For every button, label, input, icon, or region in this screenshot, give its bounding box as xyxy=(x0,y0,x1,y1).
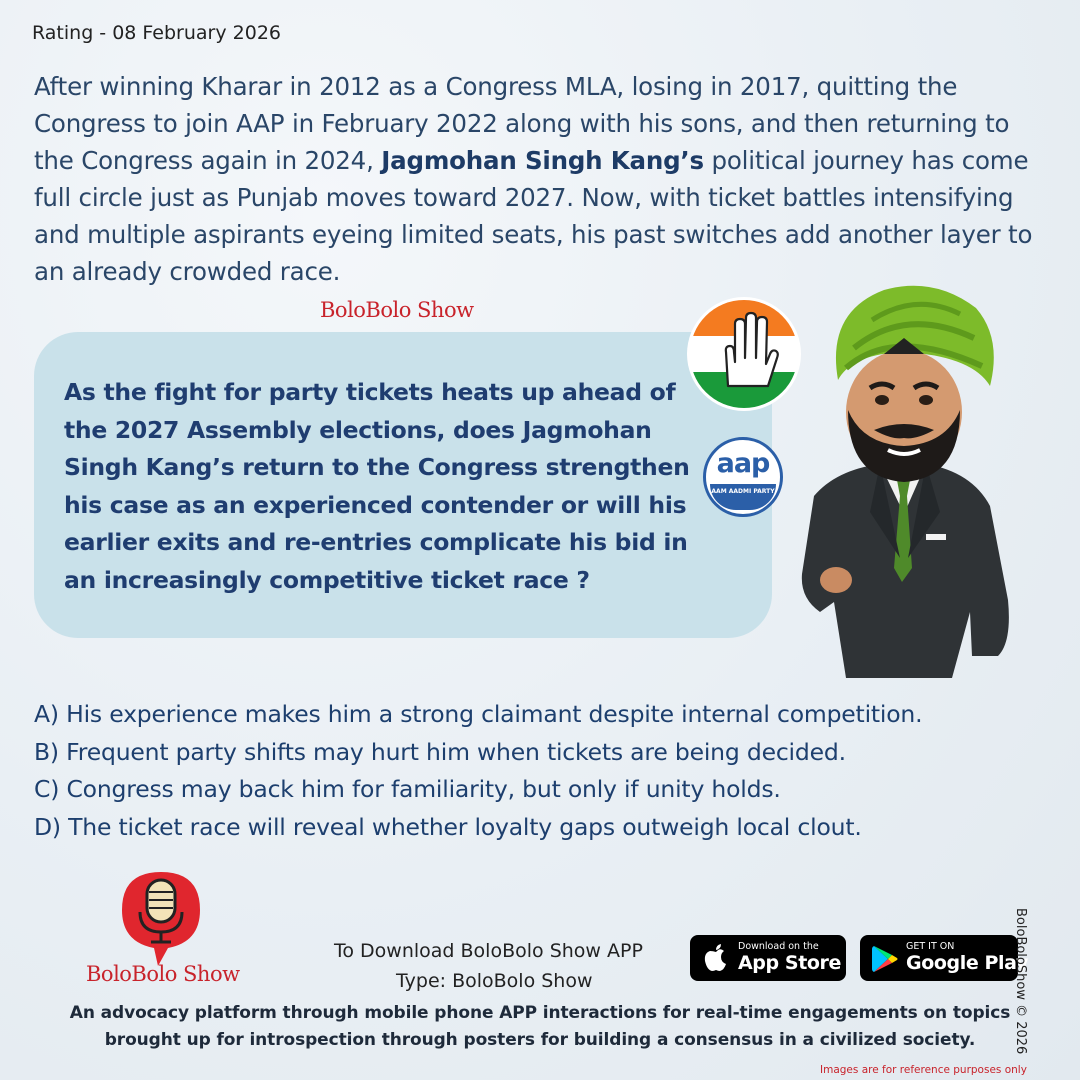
politician-caricature-image xyxy=(776,282,1016,678)
option-a[interactable]: A) His experience makes him a strong claimant despite internal competition. xyxy=(34,700,923,728)
option-b[interactable]: B) Frequent party shifts may hurt him when tickets are being decided. xyxy=(34,737,846,766)
google-play-icon xyxy=(872,945,898,973)
google-play-label: Google Play xyxy=(906,952,1028,974)
app-store-label: App Store xyxy=(738,952,841,974)
option-d[interactable]: D) The ticket race will reveal whether loyalty gaps outweigh local clout. xyxy=(34,812,862,841)
microphone-logo-icon xyxy=(118,868,204,968)
download-search-hint: Type: BoloBolo Show xyxy=(396,970,593,992)
image-disclaimer: Images are for reference purposes only xyxy=(820,1064,1027,1076)
apple-icon xyxy=(704,944,728,972)
footer-brand-wordmark: BoloBolo Show xyxy=(86,962,240,986)
advocacy-statement: An advocacy platform through mobile phone APP interactions for real-time engagements on topics brought up for introspection through posters for building a consensus in a civilized society. xyxy=(69,1003,1011,1050)
rating-date: Rating - 08 February 2026 xyxy=(32,22,281,44)
intro-paragraph xyxy=(34,68,1044,290)
intro-part2: political journey has come full circle just as Punjab moves toward 2027. Now, with ticket battles intensifying and multiple aspirants eyeing limited seats, his past switches add another layer to an already crowded race. xyxy=(34,146,1033,286)
brand-wordmark: BoloBolo Show xyxy=(320,298,474,322)
google-play-button[interactable] xyxy=(860,935,1028,981)
aap-broom-logo xyxy=(703,437,783,517)
app-store-button[interactable] xyxy=(690,935,846,981)
intro-part1: After winning Kharar in 2012 as a Congress MLA, losing in 2017, quitting the Congress to join AAP in February 2022 along with his sons, and then returning to the Congress again in 2024, xyxy=(34,72,1010,175)
copyright-vertical: BoloBoloShow © 2026 xyxy=(1013,908,1028,1055)
intro-highlight-name: Jagmohan Singh Kang’s xyxy=(381,146,704,175)
app-store-small-label: Download on the xyxy=(738,941,819,952)
download-instruction: To Download BoloBolo Show APP xyxy=(334,940,643,962)
google-play-small-label: GET IT ON xyxy=(906,941,955,952)
aap-logo-subtext: AAM AADMI PARTY xyxy=(711,488,775,495)
option-c[interactable]: C) Congress may back him for familiarity, but only if unity holds. xyxy=(34,775,781,803)
question-text: As the fight for party tickets heats up ahead of the 2027 Assembly elections, does Jagmohan Singh Kang’s return to the Congress strengthen his case as an experienced contender or will his earlier exits and re-entries complicate his bid in an increasingly competitive ticket race ? xyxy=(64,378,690,594)
aap-logo-text: aap xyxy=(716,448,770,479)
answer-options xyxy=(34,696,1054,846)
